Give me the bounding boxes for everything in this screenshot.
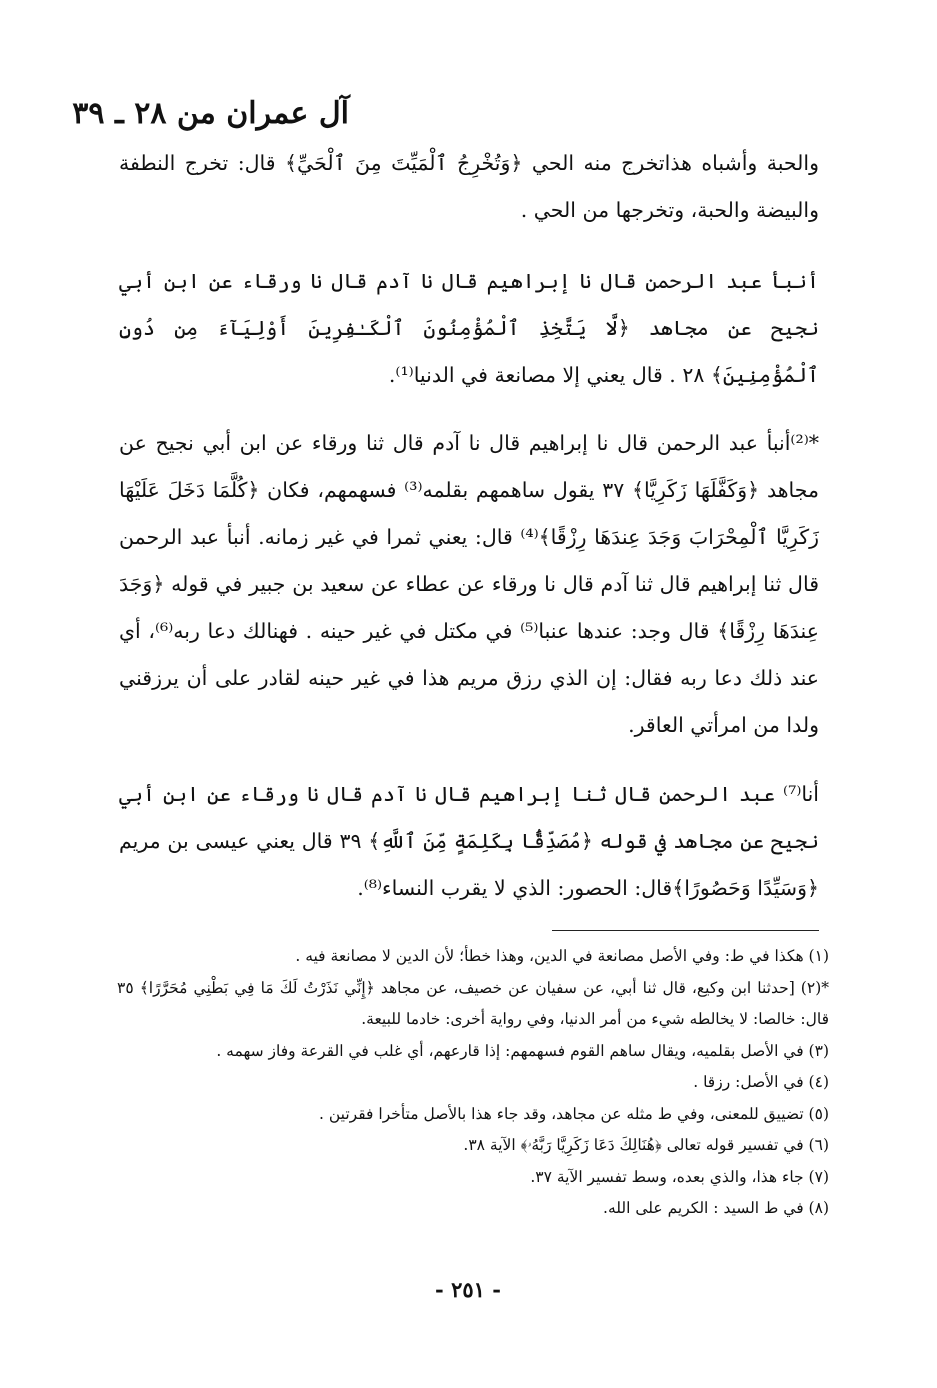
footnote-2: *(٢) [حدثنا ابن وكيع، قال ثنا أبي، عن سفيان عن خصيف، عن مجاهد ﴿إِنِّي نَذَرْتُ لَكَ مَا فِي بَطْنِي مُحَرَّرًا﴾ ٣٥ قال: خالصا: لا يخالطه شيء من أمر الدنيا، وفي رواية أخرى: خادما للبيعة. bbox=[117, 978, 829, 1028]
paragraph-2: أنبأ عبد الرحمن قال نا إبراهيم قال نا آدم قال نا ورقاء عن ابن أبي نجيح عن مجاهد ﴿لَّا يَتَّخِذِ ٱلْمُؤْمِنُونَ ٱلْكَـٰفِرِينَ أَوْلِيَآءَ مِن دُونِ ٱلْمُؤْمِنِينَ﴾ ٢٨ . قال يعني إلا مصانعة في الدنيا⁽¹⁾. bbox=[119, 269, 819, 387]
footnotes-list bbox=[117, 941, 829, 1225]
page-number: - ٢٥١ - bbox=[435, 1277, 501, 1302]
footnote-divider bbox=[552, 930, 819, 931]
footnote-1: (١) هكذا في ط: وفي الأصل مصانعة في الدين، وهذا خطأ؛ لأن الدين لا مصانعة فيه . bbox=[295, 947, 829, 965]
page-header-title: آل عمران من ٢٨ ـ ٣٩ bbox=[72, 96, 349, 131]
paragraph-3: *⁽²⁾أنبأ عبد الرحمن قال نا إبراهيم قال نا آدم قال ثنا ورقاء عن ابن أبي نجيح عن مجاهد ﴿وَكَفَّلَهَا زَكَرِيَّا﴾ ٣٧ يقول ساهمهم بقلمه⁽³⁾ فسهمهم، فكان ﴿كُلَّمَا دَخَلَ عَلَيْهَا زَكَرِيَّا ٱلْمِحْرَابَ وَجَدَ عِندَهَا رِزْقًا﴾⁽⁴⁾ قال: يعني ثمرا في غير زمانه. أنبأ عبد الرحمن قال ثنا إبراهيم قال ثنا آدم قال نا ورقاء عن عطاء عن سعيد بن جبير في قوله ﴿وَجَدَ عِندَهَا رِزْقًا﴾ قال وجد: عندها عنبا⁽⁵⁾ في مكتل في غير حينه . فهنالك دعا ربه⁽⁶⁾، أي عند ذلك دعا ربه فقال: إن الذي رزق مريم هذا في غير حينه لقادر على أن يرزقني ولدا من امرأتي العاقر. bbox=[119, 431, 819, 737]
footnote-5: (٥) تضييق للمعنى، وفي ط مثله عن مجاهد، وقد جاء هذا بالأصل متأخرا فقرتين . bbox=[319, 1104, 829, 1123]
footnote-8: (٨) في ط السيد : الكريم على الله. bbox=[603, 1199, 829, 1217]
footnote-4: (٤) في الأصل: رزقا . bbox=[693, 1073, 829, 1091]
paragraph-1: والحبة وأشباه هذاتخرج منه الحي ﴿وَتُخْرِجُ ٱلْمَيِّتَ مِنَ ٱلْحَيِّ﴾ قال: تخرج النطفة والبيضة والحبة، وتخرجها من الحي . bbox=[119, 151, 819, 222]
paragraph-4: أنا⁽⁷⁾ عبد الرحمن قال ثنا إبراهيم قال نا آدم قال نا ورقاء عن ابن أبي نجيح عن مجاهد في قوله ﴿مُصَدِّقًۢا بِكَلِمَةٍ مِّنَ ٱللَّهِ﴾ ٣٩ قال يعني عيسى بن مريم ﴿وَسَيِّدًا وَحَصُورًا﴾قال: الحصور: الذي لا يقرب النساء⁽⁸⁾. bbox=[119, 782, 819, 900]
footnote-3: (٣) في الأصل بقلميه، ويقال ساهم القوم فسهمهم: إذا قارعهم، أي غلب في القرعة وفاز سهمه . bbox=[216, 1041, 829, 1060]
footnote-6: (٦) في تفسير قوله تعالى ﴿هُنَالِكَ دَعَا زَكَرِيَّا رَبَّهُۥ﴾ الآية ٣٨. bbox=[463, 1136, 829, 1154]
footnote-7: (٧) جاء هذا، والذي بعده، وسط تفسير الآية ٣٧. bbox=[530, 1167, 829, 1186]
